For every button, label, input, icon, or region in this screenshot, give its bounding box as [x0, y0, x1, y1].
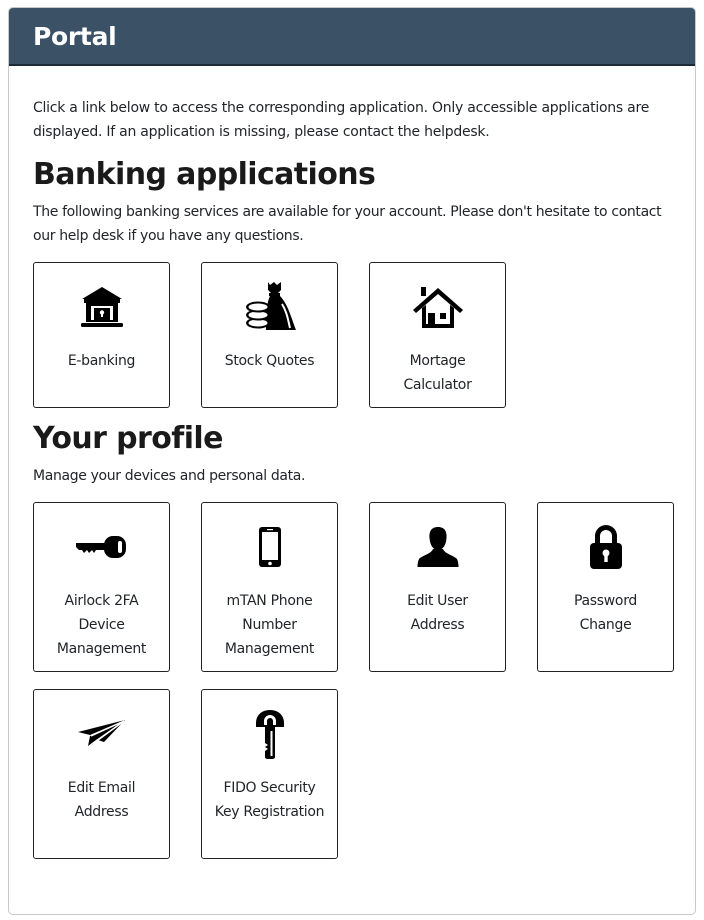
- house-icon: [408, 281, 468, 333]
- panel-body: [9, 96, 695, 859]
- banking-applications-section: [33, 156, 671, 408]
- smartphone-icon: [240, 521, 300, 573]
- your-profile-section: [33, 420, 671, 859]
- tile-label: E-banking: [67, 353, 136, 369]
- section-title: Your profile: [33, 421, 223, 456]
- padlock-icon: [576, 521, 636, 573]
- tile-label: Mortage Calculator: [403, 353, 472, 393]
- intro-text: Click a link below to access the corresponding application. Only accessible applications are displayed. If an application is missing, please contact the helpdesk.: [33, 100, 650, 140]
- tile-stock-quotes[interactable]: [201, 262, 338, 408]
- tile-label: FIDO Security Key Registration: [214, 780, 325, 820]
- paper-plane-icon: [72, 708, 132, 760]
- tile-label: mTAN Phone Number Management: [224, 593, 315, 657]
- tile-label: Password Change: [574, 593, 637, 633]
- tile-airlock-2fa-device-management[interactable]: [33, 502, 170, 672]
- money-bag-icon: [240, 281, 300, 333]
- tile-e-banking[interactable]: [33, 262, 170, 408]
- tile-mortgage-calculator[interactable]: [369, 262, 506, 408]
- tile-label: Stock Quotes: [224, 353, 315, 369]
- tile-fido-security-key-registration[interactable]: [201, 689, 338, 859]
- tile-edit-email-address[interactable]: [33, 689, 170, 859]
- panel-header: [9, 8, 695, 66]
- user-icon: [408, 521, 468, 573]
- tile-label: Airlock 2FA Device Management: [56, 593, 147, 657]
- tile-label: Edit User Address: [407, 593, 468, 633]
- portal-panel: [8, 7, 696, 915]
- section-title: Banking applications: [33, 157, 376, 192]
- section-description: The following banking services are available for your account. Please don't hesitate to contact our help desk if you have any questions.: [33, 204, 662, 244]
- tile-mtan-phone-number-management[interactable]: [201, 502, 338, 672]
- tile-grid: [33, 262, 696, 408]
- tile-edit-user-address[interactable]: [369, 502, 506, 672]
- page-title: Portal: [33, 21, 117, 51]
- security-key-icon: [240, 708, 300, 760]
- bank-icon: [72, 281, 132, 333]
- tile-grid: [33, 502, 696, 859]
- tile-label: Edit Email Address: [67, 780, 136, 820]
- key-icon: [72, 521, 132, 573]
- tile-password-change[interactable]: [537, 502, 674, 672]
- section-description: Manage your devices and personal data.: [33, 468, 306, 484]
